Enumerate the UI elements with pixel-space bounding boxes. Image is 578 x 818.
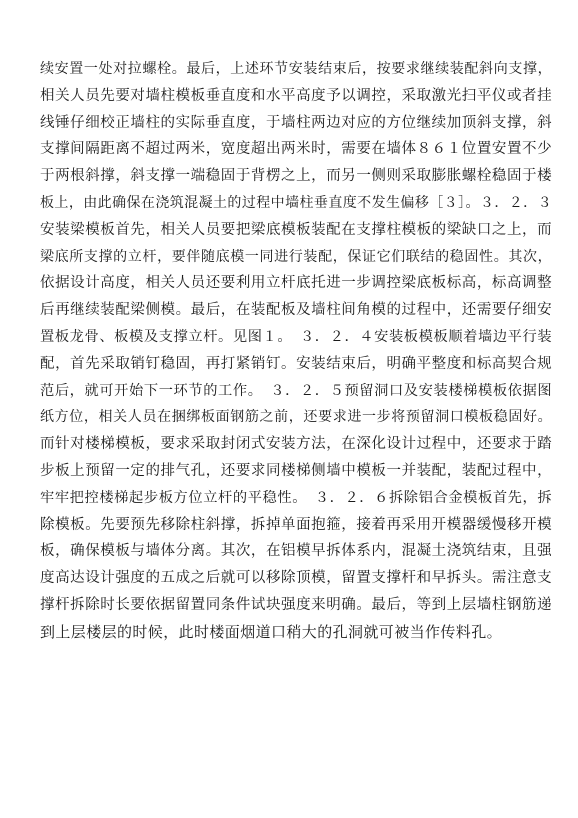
text-line: 支撑间隔距离不超过两米，宽度超出两米时，需要在墙体８６１位置安置不少	[40, 141, 552, 158]
text-line: 板，确保模板与墙体分离。其次，在铝模早拆体系内，混凝土浇筑结束，且强	[40, 543, 552, 560]
text-line: 后再继续装配梁侧模。最后，在装配板及墙柱间角模的过程中，还需要仔细安	[40, 302, 552, 319]
text-line: 依据设计高度，相关人员还要利用立杆底托进一步调控梁底板标高，标高调整	[40, 275, 552, 292]
text-line: 而针对楼梯模板，要求采取封闭式安装方法，在深化设计过程中，还要求于踏	[40, 436, 552, 453]
text-line: 梁底所支撑的立杆，要伴随底模一同进行装配，保证它们联结的稳固性。其次，	[40, 248, 552, 265]
text-line: 撑杆拆除时长要依据留置同条件试块强度来明确。最后，等到上层墙柱钢筋递	[40, 596, 552, 613]
text-line: 除模板。先要预先移除柱斜撑，拆掉单面抱箍，接着再采用开模器缓慢移开模	[40, 516, 552, 533]
text-line: 相关人员先要对墙柱模板垂直度和水平高度予以调控，采取激光扫平仪或者挂	[40, 87, 552, 104]
text-line: 牢牢把控楼梯起步板方位立杆的平稳性。 ３．２．６拆除铝合金模板首先，拆	[40, 489, 552, 506]
text-line: 置板龙骨、板模及支撑立杆。见图１。 ３．２．４安装板模板顺着墙边平行装	[40, 328, 552, 345]
text-line: 线锤仔细校正墙柱的实际垂直度，于墙柱两边对应的方位继续加顶斜支撑，斜	[40, 114, 552, 131]
text-line: 步板上预留一定的排气孔，还要求同楼梯侧墙中模板一并装配，装配过程中，	[40, 462, 552, 479]
text-line: 度高达设计强度的五成之后就可以移除顶模，留置支撑杆和早拆头。需注意支	[40, 570, 552, 587]
text-line: 纸方位，相关人员在捆绑板面钢筋之前，还要求进一步将预留洞口模板稳固好。	[40, 409, 552, 426]
text-line: 于两根斜撑，斜支撑一端稳固于背楞之上，而另一侧则采取膨胀螺栓稳固于楼	[40, 168, 552, 185]
text-line: 配，首先采取销钉稳固，再打紧销钉。安装结束后，明确平整度和标高契合规	[40, 355, 552, 372]
text-line: 续安置一处对拉螺栓。最后，上述环节安装结束后，按要求继续装配斜向支撑，	[40, 61, 552, 77]
text-line: 板上，由此确保在浇筑混凝土的过程中墙柱垂直度不发生偏移［３］。３．２．３	[40, 194, 552, 211]
body-text	[40, 56, 552, 646]
text-line: 范后，就可开始下一环节的工作。 ３．２．５预留洞口及安装楼梯模板依据图	[40, 382, 552, 399]
text-line: 到上层楼层的时候，此时楼面烟道口稍大的孔洞就可被当作传料孔。	[40, 622, 503, 641]
text-line: 安装梁模板首先，相关人员要把梁底模板装配在支撑柱模板的梁缺口之上，而	[40, 221, 552, 238]
